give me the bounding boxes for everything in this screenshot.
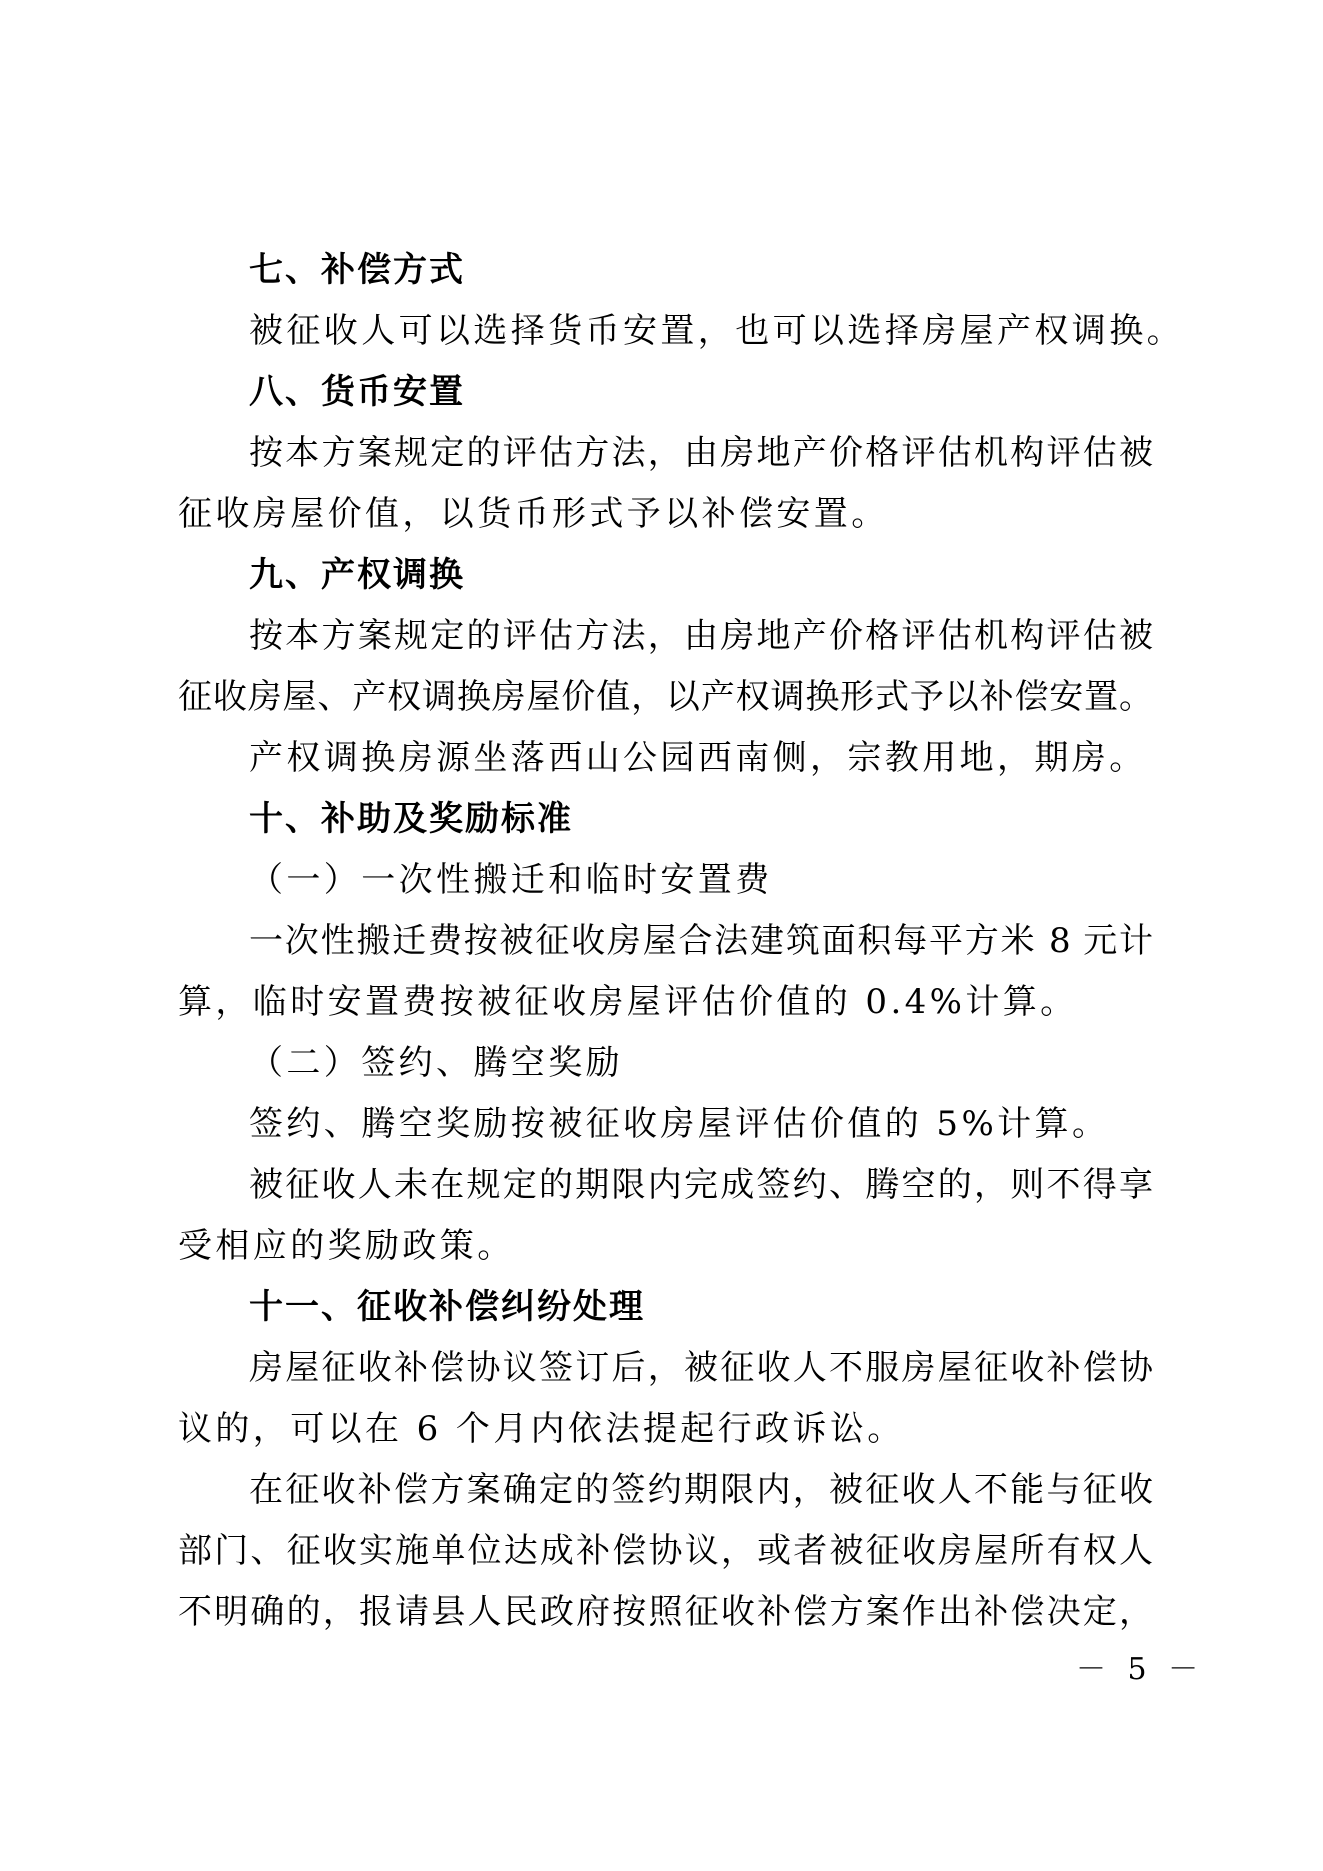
paragraph-line: 受相应的奖励政策。 <box>178 1226 515 1266</box>
section-heading: 八、货币安置 <box>249 372 465 412</box>
paragraph-line: 被征收人可以选择货币安置，也可以选择房屋产权调换。 <box>249 311 1184 351</box>
paragraph-line: 按本方案规定的评估方法，由房地产价格评估机构评估被 <box>249 616 1153 656</box>
paragraph-line: 不明确的，报请县人民政府按照征收补偿方案作出补偿决定， <box>178 1592 1153 1632</box>
paragraph-line: 一次性搬迁费按被征收房屋合法建筑面积每平方米 8 元计 <box>249 921 1153 961</box>
section-heading: 十、补助及奖励标准 <box>249 799 573 839</box>
paragraph-line: 被征收人未在规定的期限内完成签约、腾空的，则不得享 <box>249 1165 1153 1205</box>
paragraph-line: 房屋征收补偿协议签订后，被征收人不服房屋征收补偿协 <box>249 1348 1153 1388</box>
section-heading: 七、补偿方式 <box>249 250 465 290</box>
paragraph-line: 征收房屋、产权调换房屋价值，以产权调换形式予以补偿安置。 <box>178 677 1153 717</box>
section-heading: 十一、征收补偿纠纷处理 <box>249 1287 645 1327</box>
paragraph-line: 在征收补偿方案确定的签约期限内，被征收人不能与征收 <box>249 1470 1153 1510</box>
paragraph-line: 算，临时安置费按被征收房屋评估价值的 0.4%计算。 <box>178 982 1078 1022</box>
subsection-heading: （二）签约、腾空奖励 <box>249 1043 623 1083</box>
paragraph-line: 按本方案规定的评估方法，由房地产价格评估机构评估被 <box>249 433 1153 473</box>
section-heading: 九、产权调换 <box>249 555 465 595</box>
page-number: － 5 － <box>1076 1652 1205 1687</box>
document-body <box>178 240 1184 1643</box>
paragraph-line: 征收房屋价值，以货币形式予以补偿安置。 <box>178 494 889 534</box>
paragraph-line: 签约、腾空奖励按被征收房屋评估价值的 5%计算。 <box>249 1104 1110 1144</box>
subsection-heading: （一）一次性搬迁和临时安置费 <box>249 860 773 900</box>
paragraph-line: 部门、征收实施单位达成补偿协议，或者被征收房屋所有权人 <box>178 1531 1153 1571</box>
paragraph-line: 议的，可以在 6 个月内依法提起行政诉讼。 <box>178 1409 905 1449</box>
paragraph-line: 产权调换房源坐落西山公园西南侧，宗教用地，期房。 <box>249 738 1147 778</box>
